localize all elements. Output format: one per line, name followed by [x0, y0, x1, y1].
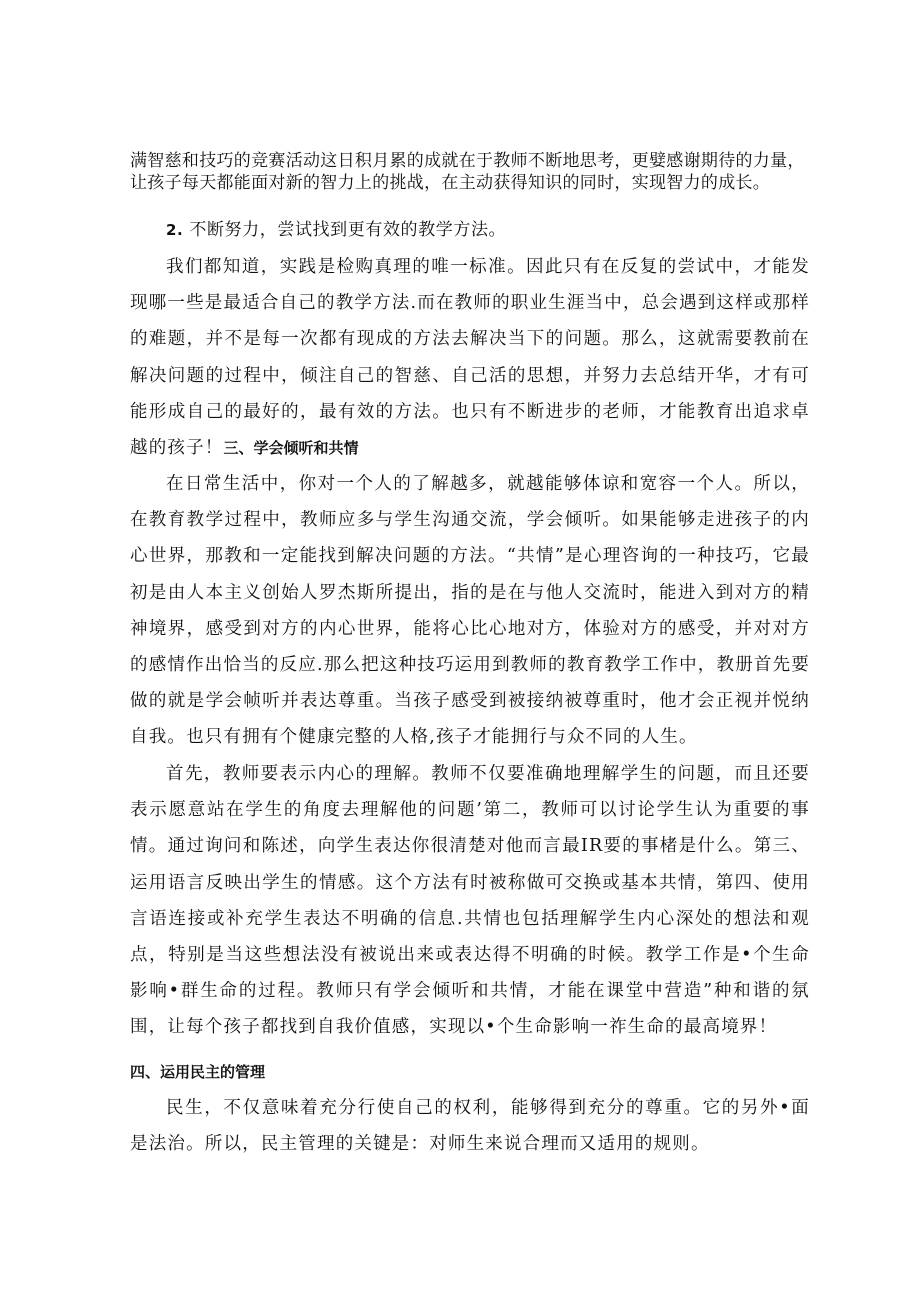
- item-2-heading: [130, 219, 810, 241]
- democracy-paragraph: 民生，不仅意味着充分行使自己的权利，能够得到充分的尊重。它的另外•面是法治。所以，民主管理的关键是：对师生来说合理而又适用的规则。: [130, 1098, 810, 1155]
- intro-paragraph: 满智慈和技巧的竞赛活动这日积月累的成就在于教师不断地思考，更嬖感谢期待的力量，让孩子每天都能面对新的智力上的挑战，在主动获得知识的同时，实现智力的成长。: [130, 151, 805, 193]
- first-paragraph: 首先，教师要表示内心的理解。教师不仅要准确地理解学生的问题，而且还要表示愿意站在学生的角度去理解他的问题’第二，教师可以讨论学生认为重要的事情。通过询问和陈述，向学生表达你很清楚对他而言最IR要的事楮是什么。第三、运用语言反映出学生的情感。这个方法有时被称做可交换或基本共情，第四、使用言语连接或补充学生表达不明确的信息.共情也包括理解学生内心深处的想法和观点，特别是当这些想法没有被说出来或表达得不明确的时候。教学工作是•个生命影响•群生命的过程。教师只有学会倾听和共情，才能在课堂中营造”种和谐的氛围，让每个孩子都找到自我价值感，实现以•个生命影响一祚生命的最高境界！: [130, 764, 810, 1038]
- practice-paragraph: [130, 249, 810, 466]
- empathy-paragraph: 在日常生活中，你对一个人的了解越多，就越能够体谅和宽容一个人。所以，在教育教学过程中，教师应多与学生沟通交流，学会倾听。如果能够走进孩子的内心世界，那教和一定能找到解决问题的方法。“共情”是心理咨询的一种技巧，它最初是由人本主义创始人罗杰斯所提出，指的是在与他人交流时，能进入到对方的精神境界，感受到对方的内心世界，能将心比心地对方，体验对方的感受，并对对方的感情作出恰当的反应.那么把这种技巧运用到教师的教育教学工作中，教册首先要做的就是学会帧听并表达尊重。当孩子感受到被接纳被尊重时，他才会正视并悦纳自我。也只有拥有个健康完整的人格,孩子才能拥行与众不同的人生。: [130, 474, 810, 748]
- item-2-number: 2.: [166, 221, 184, 239]
- item-2-text: 不断努力，尝试找到更有效的教学方法。: [189, 220, 507, 240]
- section-4-heading: 四、运用民主的管理: [130, 1063, 266, 1081]
- practice-text: 我们都知道，实践是检购真理的唯一标准。因此只有在反复的尝试中，才能发现哪一些是最适合自己的教学方法.而在教师的职业生涯当中，总会遇到这样或那样的难题，并不是每一次都有现成的方法去解决当下的问题。那么，这就需要教前在解决问题的过程中，倾注自己的智慈、自己活的思想，并努力去总结开华，才有可能形成自己的最好的，最有效的方法。也只有不断进步的老师，才能教育出追求卓越的孩子！: [130, 257, 810, 459]
- section-3-heading: 三、学会倾听和共情: [223, 439, 359, 458]
